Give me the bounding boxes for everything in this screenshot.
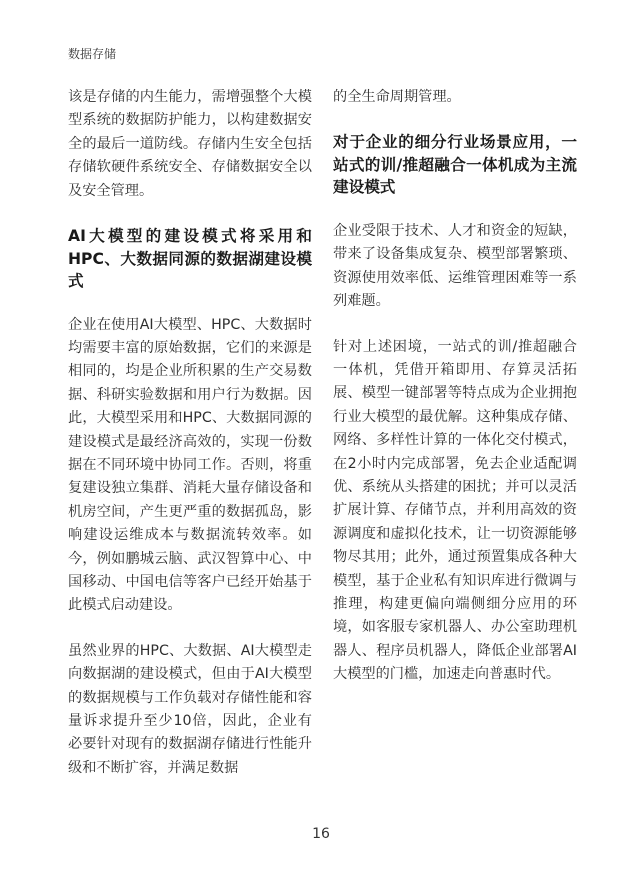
left-column <box>68 86 312 802</box>
page-number: 16 <box>312 826 330 842</box>
left-paragraph-3: 虽然业界的HPC、大数据、AI大模型走向数据湖的建设模式，但由于AI大模型的数据规模与工作负载对存储性能和容量诉求提升至少10倍，因此，企业有必要针对现有的数据湖存储进行性能升级和不断扩容，并满足数据 <box>68 642 312 776</box>
running-header: 数据存储 <box>68 47 117 61</box>
left-paragraph-1: 该是存储的内生能力，需增强整个大模型系统的数据防护能力，以构建数据安全的最后一道防线。存储内生安全包括存储软硬件系统安全、存储数据安全以及安全管理。 <box>68 89 312 199</box>
left-section-heading: AI大模型的建设模式将采用和HPC、大数据同源的数据湖建设模式 <box>68 227 312 291</box>
right-paragraph-1: 的全生命周期管理。 <box>333 89 461 105</box>
left-paragraph-2: 企业在使用AI大模型、HPC、大数据时均需要丰富的原始数据，它们的来源是相同的，均是企业所积累的生产交易数据、科研实验数据和用户行为数据。因此，大模型采用和HPC、大数据同源的建设模式是最经济高效的，实现一份数据在不同环境中协同工作。否则，将重复建设独立集群、消耗大量存储设备和机房空间，产生更严重的数据孤岛，影响建设运维成本与数据流转效率。如今，例如鹏城云脑、武汉智算中心、中国移动、中国电信等客户已经开始基于此模式启动建设。 <box>68 316 312 614</box>
right-paragraph-2: 企业受限于技术、人才和资金的短缺，带来了设备集成复杂、模型部署繁琐、资源使用效率低、运维管理困难等一系列难题。 <box>333 222 577 310</box>
right-paragraph-3: 针对上述困境，一站式的训/推超融合一体机，凭借开箱即用、存算灵活拓展、模型一键部署等特点成为企业拥抱行业大模型的最优解。这种集成存储、网络、多样性计算的一体化交付模式，在2小时内完成部署，免去企业适配调优、系统从头搭建的困扰；并可以灵活扩展计算、存储节点，并利用高效的资源调度和虚拟化技术，让一切资源能够物尽其用；此外，通过预置集成各种大模型，基于企业私有知识库进行微调与推理，构建更偏向端侧细分应用的环境，如客服专家机器人、办公室助理机器人、程序员机器人，降低企业部署AI大模型的门槛，加速走向普惠时代。 <box>333 338 577 683</box>
right-section-heading: 对于企业的细分行业场景应用，一站式的训/推超融合一体机成为主流建设模式 <box>333 133 577 197</box>
right-column <box>333 86 577 709</box>
